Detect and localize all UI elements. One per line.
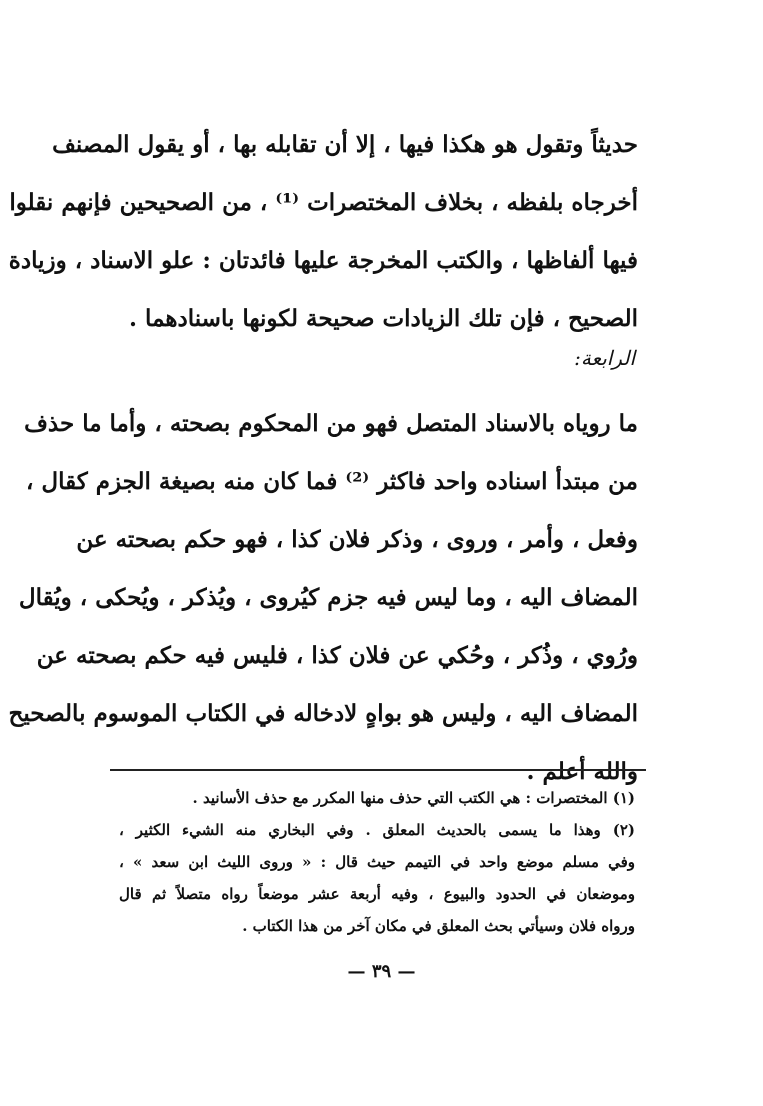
paragraph-2-line: والله أعلم . bbox=[526, 758, 638, 785]
paragraph-2-line: المضاف اليه ، وليس هو بواهٍ لادخاله في الكتاب الموسوم بالصحيح bbox=[8, 700, 638, 727]
footnote-line: (١) المختصرات : هي الكتب التي حذف منها المكرر مع حذف الأسانيد . bbox=[192, 789, 635, 807]
paragraph-2 bbox=[8, 395, 638, 801]
footnote-line: ورواه فلان وسيأتي بحث المعلق في مكان آخر من هذا الكتاب . bbox=[242, 917, 635, 935]
paragraph-2-line: من مبتدأ اسناده واحد فاكثر ⁽²⁾ فما كان منه بصيغة الجزم كقال ، bbox=[26, 468, 638, 495]
footnote-line: وموضعان في الحدود والبيوع ، وفيه أربعة عشر موضعاً رواه متصلاً ثم قال bbox=[119, 885, 635, 903]
paragraph-1-line: الصحيح ، فإن تلك الزيادات صحيحة لكونها باسنادهما . bbox=[129, 305, 638, 332]
paragraph-2-line: ورُوي ، وذُكر ، وحُكي عن فلان كذا ، فليس فيه حكم بصحته عن bbox=[36, 642, 638, 669]
paragraph-1-line: حديثاً وتقول هو هكذا فيها ، إلا أن تقابله بها ، أو يقول المصنف bbox=[52, 131, 638, 158]
section-heading: الرابعة: bbox=[574, 346, 635, 370]
paragraph-2-line: وفعل ، وأمر ، وروى ، وذكر فلان كذا ، فهو حكم بصحته عن bbox=[76, 526, 638, 553]
paragraph-2-line: ما روياه بالاسناد المتصل فهو من المحكوم بصحته ، وأما ما حذف bbox=[24, 410, 638, 437]
paragraph-1 bbox=[8, 116, 638, 348]
paragraph-2-line: المضاف اليه ، وما ليس فيه جزم كيُروى ، ويُذكر ، ويُحكى ، ويُقال bbox=[18, 584, 638, 611]
footnote-divider bbox=[110, 769, 646, 771]
paragraph-1-line: فيها ألفاظها ، والكتب المخرجة عليها فائدتان : علو الاسناد ، وزيادة bbox=[8, 247, 638, 274]
footnotes bbox=[119, 782, 635, 942]
paragraph-1-line: أخرجاه بلفظه ، بخلاف المختصرات ⁽¹⁾ ، من الصحيحين فإنهم نقلوا bbox=[9, 189, 638, 216]
page-number: — ٣٩ — bbox=[347, 961, 416, 982]
footnote-line: وفي مسلم موضع واحد في التيمم حيث قال : « وروى الليث ابن سعد » ، bbox=[119, 853, 635, 871]
footnote-line: (٢) وهذا ما يسمى بالحديث المعلق . وفي البخاري منه الشيء الكثير ، bbox=[119, 821, 635, 839]
